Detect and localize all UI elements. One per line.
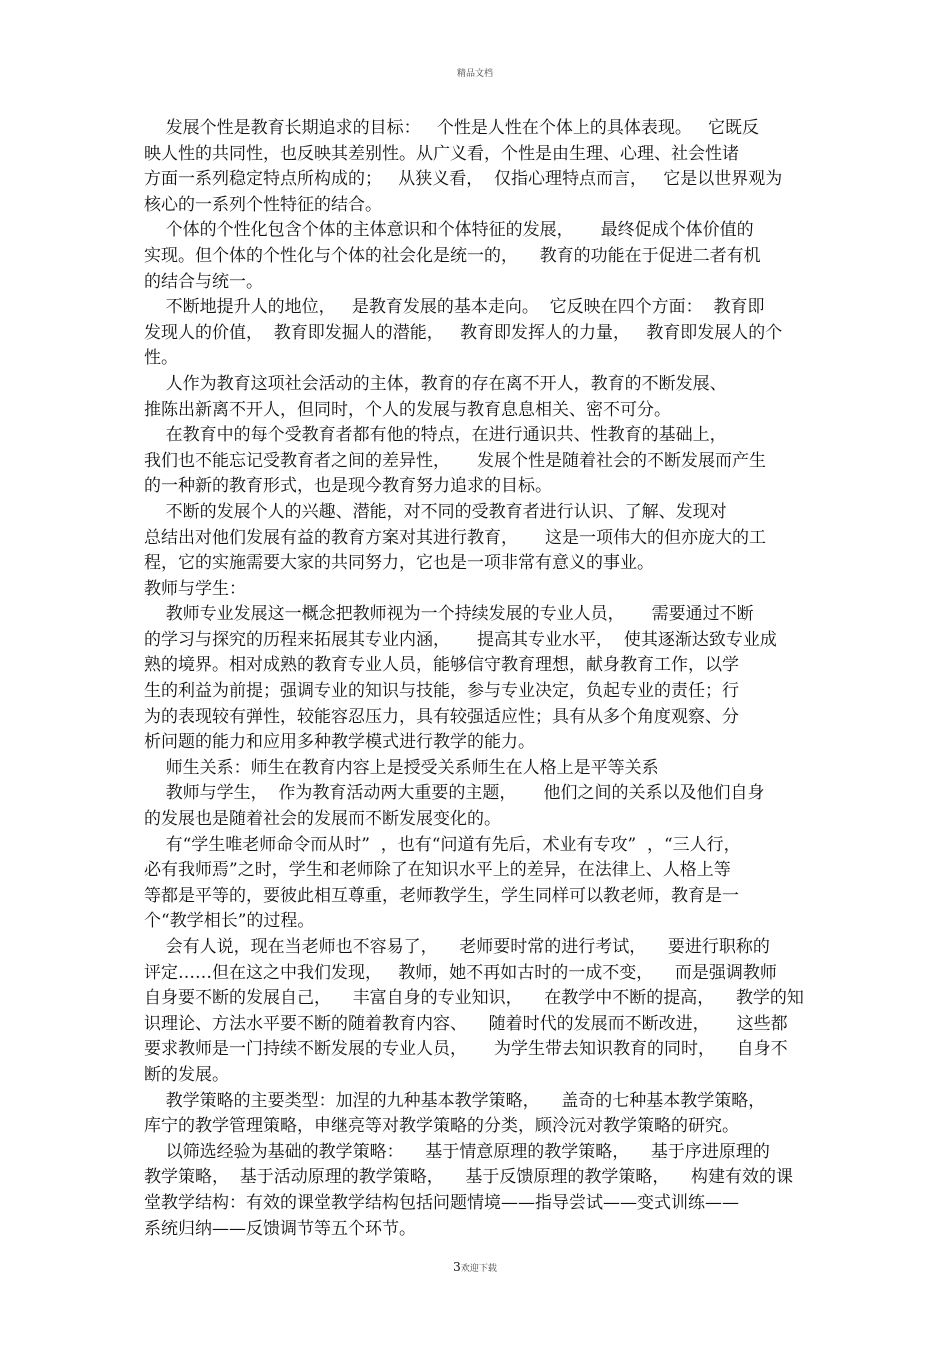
text-line: 断的发展。 — [144, 1064, 229, 1085]
text-line: 方面一系列稳定特点所构成的； 从狭义看， 仅指心理特点而言， 它是以世界观为 — [144, 169, 783, 190]
text-line: 必有我师焉”之时，学生和老师除了在知识水平上的差异，在法律上、人格上等 — [144, 860, 731, 881]
page-footer — [0, 1260, 950, 1274]
footer-text: 欢迎下载 — [460, 1264, 497, 1274]
text-line: 人作为教育这项社会活动的主体，教育的存在离不开人，教育的不断发展、 — [144, 373, 727, 394]
text-line: 个“教学相长”的过程。 — [144, 911, 315, 932]
text-line: 教学策略， 基于活动原理的教学策略， 基于反馈原理的教学策略， 构建有效的课 — [144, 1167, 794, 1188]
text-line: 程，它的实施需要大家的共同努力，它也是一项非常有意义的事业。 — [144, 553, 654, 574]
text-line: 性。 — [144, 348, 178, 369]
text-line: 堂教学结构：有效的课堂教学结构包括问题情境——指导尝试——变式训练—— — [144, 1192, 739, 1213]
text-line: 有“学生唯老师命令而从时” ，也有“问道有先后，术业有专攻” ，“三人行， — [144, 834, 741, 855]
text-line: 生的利益为前提；强调专业的知识与技能，参与专业决定，负起专业的责任；行 — [144, 681, 739, 702]
text-line: 教师与学生： — [144, 578, 246, 599]
text-line: 不断的发展个人的兴趣、潜能，对不同的受教育者进行认识、了解、发现对 — [144, 501, 727, 522]
text-line: 评定……但在这之中我们发现， 教师，她不再如古时的一成不变， 而是强调教师 — [144, 962, 777, 983]
text-line: 自身要不断的发展自己， 丰富自身的专业知识， 在教学中不断的提高， 教学的知 — [144, 988, 804, 1009]
text-line: 实现。但个体的个性化与个体的社会化是统一的， 教育的功能在于促进二者有机 — [144, 245, 761, 266]
text-line: 识理论、方法水平要不断的随着教育内容、 随着时代的发展而不断改进， 这些都 — [144, 1013, 788, 1034]
text-line: 熟的境界。相对成熟的教育专业人员，能够信守教育理想，献身教育工作，以学 — [144, 655, 739, 676]
text-line: 等都是平等的，要彼此相互尊重，老师教学生，学生同样可以教老师，教育是一 — [144, 885, 739, 906]
text-line: 教学策略的主要类型：加涅的九种基本教学策略， 盖奇的七种基本教学策略， — [144, 1090, 766, 1111]
text-line: 不断地提升人的地位， 是教育发展的基本走向。 它反映在四个方面： 教育即 — [144, 297, 765, 318]
text-line: 个体的个性化包含个体的主体意识和个体特征的发展， 最终促成个体价值的 — [144, 220, 754, 241]
text-line: 库宁的教学管理策略，申继亮等对教学策略的分类，顾泠沅对教学策略的研究。 — [144, 1116, 739, 1137]
text-line: 系统归纳——反馈调节等五个环节。 — [144, 1218, 416, 1239]
text-line: 发现人的价值， 教育即发掘人的潜能， 教育即发挥人的力量， 教育即发展人的个 — [144, 322, 783, 343]
text-line: 的一种新的教育形式，也是现今教育努力追求的目标。 — [144, 476, 552, 497]
text-line: 的发展也是随着社会的发展而不断发展变化的。 — [144, 809, 501, 830]
page-number: 3 — [453, 1260, 461, 1274]
text-line: 师生关系：师生在教育内容上是授受关系师生在人格上是平等关系 — [144, 757, 659, 778]
text-line: 的学习与探究的历程来拓展其专业内涵， 提高其专业水平， 使其逐渐达致专业成 — [144, 629, 777, 650]
text-line: 总结出对他们发展有益的教育方案对其进行教育， 这是一项伟大的但亦庞大的工 — [144, 527, 767, 548]
text-line: 为的表现较有弹性，较能容忍压力，具有较强适应性；具有从多个角度观察、分 — [144, 706, 739, 727]
text-line: 发展个性是教育长期追求的目标： 个性是人性在个体上的具体表现。 它既反 — [144, 118, 760, 138]
document-body — [144, 116, 808, 1242]
text-line: 要求教师是一门持续不断发展的专业人员， 为学生带去知识教育的同时， 自身不 — [144, 1039, 788, 1060]
text-line: 推陈出新离不开人，但同时，个人的发展与教育息息相关、密不可分。 — [144, 399, 671, 420]
text-line: 在教育中的每个受教育者都有他的特点，在进行通识共、性教育的基础上， — [144, 425, 727, 446]
text-line: 我们也不能忘记受教育者之间的差异性， 发展个性是随着社会的不断发展而产生 — [144, 450, 767, 471]
text-line: 映人性的共同性，也反映其差别性。从广义看，个性是由生理、心理、社会性诸 — [144, 143, 739, 164]
text-line: 会有人说，现在当老师也不容易了， 老师要时常的进行考试， 要进行职称的 — [144, 937, 770, 957]
text-line: 析问题的能力和应用多种教学模式进行教学的能力。 — [144, 732, 535, 753]
page-header: 精品文档 — [456, 69, 493, 79]
text-line: 的结合与统一。 — [144, 271, 263, 292]
text-line: 以筛选经验为基础的教学策略： 基于情意原理的教学策略， 基于序进原理的 — [144, 1141, 770, 1162]
text-line: 核心的一系列个性特征的结合。 — [144, 194, 382, 215]
text-line: 教师与学生， 作为教育活动两大重要的主题， 他们之间的关系以及他们自身 — [144, 783, 765, 804]
text-line: 教师专业发展这一概念把教师视为一个持续发展的专业人员， 需要通过不断 — [144, 604, 754, 625]
